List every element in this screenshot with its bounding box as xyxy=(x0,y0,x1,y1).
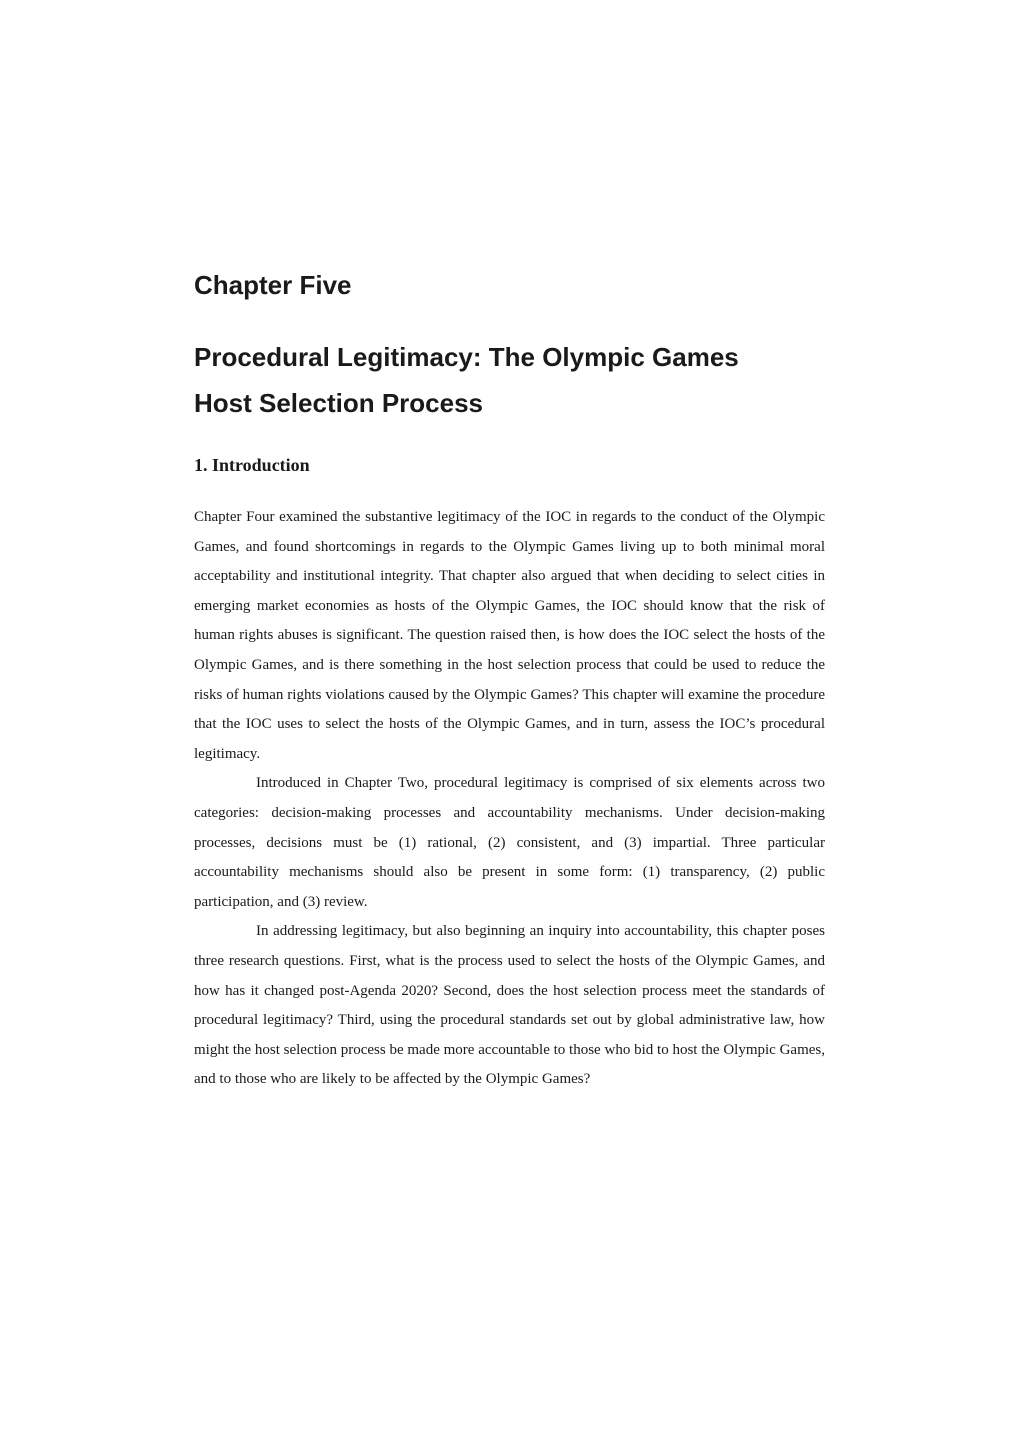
paragraph-1: Chapter Four examined the substantive legitimacy of the IOC in regards to the conduct of the Olympic Games, and found shortcomings in regards to the Olympic Games living up to both minimal moral acceptability and institutional integrity. That chapter also argued that when deciding to select cities in emerging market economies as hosts of the Olympic Games, the IOC should know that the risk of human rights abuses is significant. The question raised then, is how does the IOC select the hosts of the Olympic Games, and is there something in the host selection process that could be used to reduce the risks of human rights violations caused by the Olympic Games? This chapter will examine the procedure that the IOC uses to select the hosts of the Olympic Games, and in turn, assess the IOC’s procedural legitimacy. xyxy=(194,509,825,762)
chapter-title xyxy=(194,334,834,426)
chapter-title-line-1: Procedural Legitimacy: The Olympic Games xyxy=(194,342,739,372)
paragraph-2: Introduced in Chapter Two, procedural legitimacy is comprised of six elements across two categories: decision-making processes and accountability mechanisms. Under decision-making processes, decisions must be (1) rational, (2) consistent, and (3) impartial. Three particular accountability mechanisms should also be present in some form: (1) transparency, (2) public participation, and (3) review. xyxy=(194,775,825,910)
paragraph-3: In addressing legitimacy, but also beginning an inquiry into accountability, this chapter poses three research questions. First, what is the process used to select the hosts of the Olympic Games, and how has it changed post-Agenda 2020? Second, does the host selection process meet the standards of procedural legitimacy? Third, using the procedural standards set out by global administrative law, how might the host selection process be made more accountable to those who bid to host the Olympic Games, and to those who are likely to be affected by the Olympic Games? xyxy=(194,923,825,1088)
section-heading: 1. Introduction xyxy=(194,455,310,475)
body-text xyxy=(194,503,825,1095)
chapter-label: Chapter Five xyxy=(194,270,352,300)
chapter-title-line-2: Host Selection Process xyxy=(194,388,483,418)
